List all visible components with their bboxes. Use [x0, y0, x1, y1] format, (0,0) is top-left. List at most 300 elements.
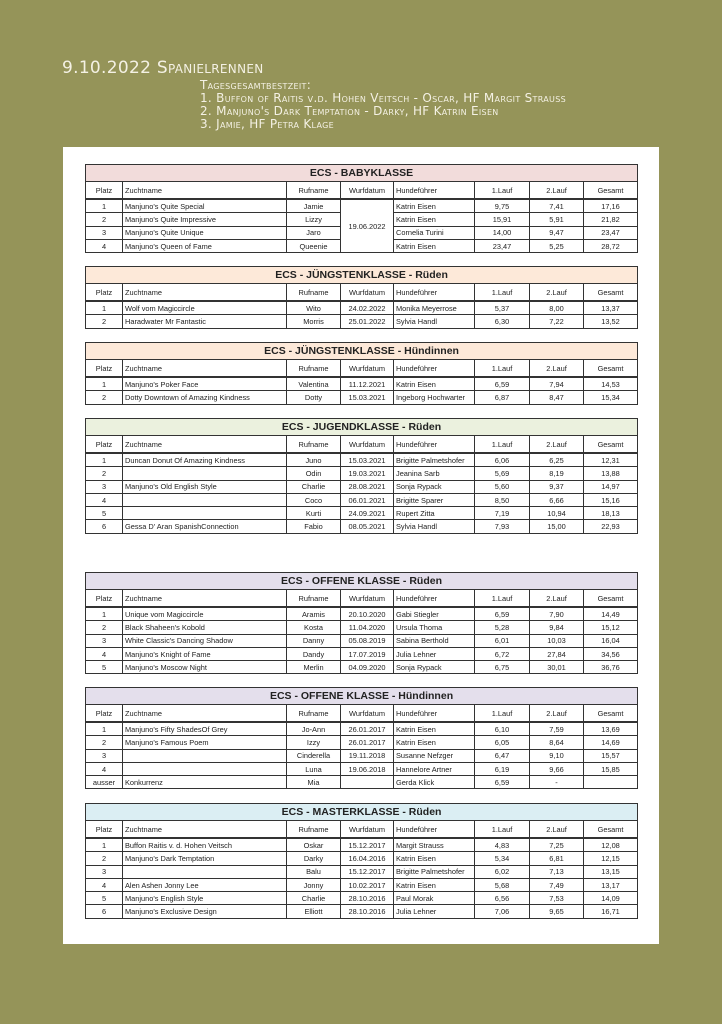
- cell-platz: 6: [86, 905, 123, 918]
- cell-lauf1: 6,10: [475, 722, 530, 736]
- column-header-lauf2: 2.Lauf: [530, 284, 584, 302]
- cell-gesamt: 15,85: [584, 762, 638, 775]
- cell-zuchtname: Manjuno's Moscow Night: [123, 661, 287, 674]
- table-row: [86, 607, 638, 621]
- cell-lauf2: 7,53: [530, 892, 584, 905]
- column-header-zuchtname: Zuchtname: [123, 284, 287, 302]
- column-header-gesamt: Gesamt: [584, 360, 638, 378]
- cell-zuchtname: Manjuno's Fifty ShadesOf Grey: [123, 722, 287, 736]
- cell-wurfdatum: 24.09.2021: [341, 507, 394, 520]
- table-row: [86, 377, 638, 391]
- column-header-gesamt: Gesamt: [584, 182, 638, 200]
- column-header-gesamt: Gesamt: [584, 284, 638, 302]
- cell-zuchtname: Buffon Raitis v. d. Hohen Veitsch: [123, 838, 287, 852]
- table-row: [86, 199, 638, 213]
- cell-wurfdatum: 04.09.2020: [341, 661, 394, 674]
- cell-hundefuehrer: Katrin Eisen: [394, 377, 475, 391]
- cell-platz: 4: [86, 878, 123, 891]
- results-table: [85, 342, 638, 405]
- cell-lauf1: 6,30: [475, 315, 530, 328]
- cell-zuchtname: Manjuno's Quite Unique: [123, 226, 287, 239]
- cell-hundefuehrer: Brigitte Palmetshofer: [394, 453, 475, 467]
- column-header-zuchtname: Zuchtname: [123, 182, 287, 200]
- cell-platz: 2: [86, 315, 123, 328]
- cell-wurfdatum: 15.12.2017: [341, 838, 394, 852]
- cell-lauf2: 27,84: [530, 647, 584, 660]
- cell-gesamt: 13,88: [584, 467, 638, 480]
- cell-rufname: Oskar: [287, 838, 341, 852]
- cell-rufname: Odin: [287, 467, 341, 480]
- cell-platz: 1: [86, 199, 123, 213]
- cell-lauf2: 7,59: [530, 722, 584, 736]
- table-title: ECS - JÜNGSTENKLASSE - Hündinnen: [86, 343, 638, 360]
- cell-hundefuehrer: Ursula Thoma: [394, 621, 475, 634]
- table-row: [86, 661, 638, 674]
- cell-wurfdatum: 06.01.2021: [341, 493, 394, 506]
- cell-zuchtname: Manjuno's Exclusive Design: [123, 905, 287, 918]
- table-row: [86, 749, 638, 762]
- cell-lauf2: 9,66: [530, 762, 584, 775]
- cell-zuchtname: Manjuno's Queen of Fame: [123, 239, 287, 252]
- table-row: [86, 480, 638, 493]
- table-row: [86, 520, 638, 533]
- cell-lauf1: 9,75: [475, 199, 530, 213]
- cell-hundefuehrer: Jeanina Sarb: [394, 467, 475, 480]
- cell-rufname: Jo-Ann: [287, 722, 341, 736]
- cell-lauf1: 6,47: [475, 749, 530, 762]
- cell-platz: 3: [86, 634, 123, 647]
- cell-gesamt: 15,34: [584, 391, 638, 404]
- column-header-rufname: Rufname: [287, 360, 341, 378]
- cell-platz: 2: [86, 852, 123, 865]
- column-header-wurfdatum: Wurfdatum: [341, 436, 394, 454]
- column-header-rufname: Rufname: [287, 705, 341, 723]
- cell-zuchtname: Duncan Donut Of Amazing Kindness: [123, 453, 287, 467]
- cell-zuchtname: Unique vom Magiccircle: [123, 607, 287, 621]
- table-title: ECS - OFFENE KLASSE - Rüden: [86, 573, 638, 590]
- results-table: [85, 803, 638, 919]
- cell-zuchtname: [123, 749, 287, 762]
- cell-lauf2: 8,00: [530, 301, 584, 315]
- column-header-rufname: Rufname: [287, 284, 341, 302]
- cell-hundefuehrer: Katrin Eisen: [394, 852, 475, 865]
- cell-zuchtname: Haradwater Mr Fantastic: [123, 315, 287, 328]
- cell-wurfdatum: 16.04.2016: [341, 852, 394, 865]
- cell-lauf2: 5,25: [530, 239, 584, 252]
- best-time-3: 3. Jamie, HF Petra Klage: [200, 117, 334, 131]
- column-header-platz: Platz: [86, 705, 123, 723]
- cell-gesamt: 15,16: [584, 493, 638, 506]
- cell-gesamt: 13,37: [584, 301, 638, 315]
- cell-wurfdatum: 28.10.2016: [341, 892, 394, 905]
- cell-gesamt: 12,31: [584, 453, 638, 467]
- cell-hundefuehrer: Rupert Zitta: [394, 507, 475, 520]
- table-title: ECS - BABYKLASSE: [86, 165, 638, 182]
- cell-hundefuehrer: Katrin Eisen: [394, 213, 475, 226]
- cell-rufname: Elliott: [287, 905, 341, 918]
- cell-wurfdatum: 15.03.2021: [341, 391, 394, 404]
- cell-lauf1: 6,02: [475, 865, 530, 878]
- column-header-rufname: Rufname: [287, 821, 341, 839]
- cell-hundefuehrer: Sylvia Handl: [394, 520, 475, 533]
- column-header-lauf1: 1.Lauf: [475, 705, 530, 723]
- cell-gesamt: 13,17: [584, 878, 638, 891]
- cell-zuchtname: Dotty Downtown of Amazing Kindness: [123, 391, 287, 404]
- cell-platz: 4: [86, 493, 123, 506]
- column-header-wurfdatum: Wurfdatum: [341, 284, 394, 302]
- cell-gesamt: 13,52: [584, 315, 638, 328]
- cell-gesamt: 18,13: [584, 507, 638, 520]
- cell-rufname: Balu: [287, 865, 341, 878]
- cell-hundefuehrer: Paul Morak: [394, 892, 475, 905]
- cell-lauf1: 6,72: [475, 647, 530, 660]
- cell-gesamt: 22,93: [584, 520, 638, 533]
- cell-lauf1: 5,28: [475, 621, 530, 634]
- cell-hundefuehrer: Katrin Eisen: [394, 199, 475, 213]
- cell-lauf2: 9,65: [530, 905, 584, 918]
- cell-lauf1: 5,68: [475, 878, 530, 891]
- cell-hundefuehrer: Gabi Stiegler: [394, 607, 475, 621]
- cell-platz: ausser: [86, 776, 123, 789]
- cell-hundefuehrer: Cornelia Turini: [394, 226, 475, 239]
- cell-lauf2: 7,49: [530, 878, 584, 891]
- cell-gesamt: 13,15: [584, 865, 638, 878]
- cell-lauf2: 7,90: [530, 607, 584, 621]
- column-header-wurfdatum: Wurfdatum: [341, 182, 394, 200]
- cell-platz: 1: [86, 301, 123, 315]
- cell-rufname: Dandy: [287, 647, 341, 660]
- cell-zuchtname: Wolf vom Magiccircle: [123, 301, 287, 315]
- table-row: [86, 621, 638, 634]
- column-header-hundefuehrer: Hundeführer: [394, 705, 475, 723]
- cell-wurfdatum: 19.03.2021: [341, 467, 394, 480]
- table-row: [86, 722, 638, 736]
- column-header-lauf2: 2.Lauf: [530, 590, 584, 608]
- cell-lauf2: 8,64: [530, 736, 584, 749]
- cell-lauf2: 8,19: [530, 467, 584, 480]
- cell-lauf2: 5,91: [530, 213, 584, 226]
- cell-hundefuehrer: Julia Lehner: [394, 905, 475, 918]
- table-row: [86, 736, 638, 749]
- cell-lauf1: 23,47: [475, 239, 530, 252]
- cell-gesamt: 16,04: [584, 634, 638, 647]
- best-times-heading: Tagesgesamtbestzeit:: [200, 78, 312, 92]
- cell-lauf2: 7,13: [530, 865, 584, 878]
- cell-rufname: Jonny: [287, 878, 341, 891]
- cell-lauf1: 5,60: [475, 480, 530, 493]
- cell-zuchtname: Konkurrenz: [123, 776, 287, 789]
- results-table: [85, 266, 638, 329]
- column-header-zuchtname: Zuchtname: [123, 360, 287, 378]
- cell-gesamt: 14,53: [584, 377, 638, 391]
- column-header-gesamt: Gesamt: [584, 590, 638, 608]
- column-header-lauf1: 1.Lauf: [475, 436, 530, 454]
- column-header-lauf2: 2.Lauf: [530, 705, 584, 723]
- cell-platz: 4: [86, 239, 123, 252]
- cell-rufname: Queenie: [287, 239, 341, 252]
- cell-gesamt: 34,56: [584, 647, 638, 660]
- cell-lauf2: 7,41: [530, 199, 584, 213]
- column-header-lauf1: 1.Lauf: [475, 182, 530, 200]
- cell-lauf2: 6,25: [530, 453, 584, 467]
- cell-wurfdatum: 26.01.2017: [341, 722, 394, 736]
- cell-lauf1: 6,59: [475, 377, 530, 391]
- cell-wurfdatum: 19.06.2022: [341, 199, 394, 253]
- cell-lauf2: 6,81: [530, 852, 584, 865]
- page-title: 9.10.2022 Spanielrennen: [62, 58, 264, 78]
- cell-platz: 3: [86, 480, 123, 493]
- cell-zuchtname: White Classic's Dancing Shadow: [123, 634, 287, 647]
- cell-rufname: Charlie: [287, 892, 341, 905]
- column-header-wurfdatum: Wurfdatum: [341, 590, 394, 608]
- column-header-zuchtname: Zuchtname: [123, 590, 287, 608]
- cell-lauf1: 7,19: [475, 507, 530, 520]
- results-table: [85, 418, 638, 534]
- daily-best-times: [200, 79, 566, 131]
- cell-lauf2: 9,10: [530, 749, 584, 762]
- cell-platz: 5: [86, 661, 123, 674]
- cell-rufname: Dotty: [287, 391, 341, 404]
- cell-lauf2: 6,66: [530, 493, 584, 506]
- results-table: [85, 572, 638, 674]
- cell-lauf1: 6,59: [475, 607, 530, 621]
- column-header-lauf1: 1.Lauf: [475, 360, 530, 378]
- cell-rufname: Kosta: [287, 621, 341, 634]
- cell-gesamt: 15,12: [584, 621, 638, 634]
- cell-platz: 6: [86, 520, 123, 533]
- cell-wurfdatum: 28.10.2016: [341, 905, 394, 918]
- table-row: [86, 776, 638, 789]
- cell-wurfdatum: 17.07.2019: [341, 647, 394, 660]
- column-header-rufname: Rufname: [287, 436, 341, 454]
- cell-hundefuehrer: Hannelore Artner: [394, 762, 475, 775]
- cell-rufname: Jaro: [287, 226, 341, 239]
- cell-gesamt: 17,16: [584, 199, 638, 213]
- cell-platz: 4: [86, 647, 123, 660]
- cell-zuchtname: Manjuno's Old English Style: [123, 480, 287, 493]
- cell-platz: 2: [86, 391, 123, 404]
- column-header-platz: Platz: [86, 590, 123, 608]
- cell-zuchtname: [123, 762, 287, 775]
- cell-lauf2: -: [530, 776, 584, 789]
- cell-lauf2: 9,84: [530, 621, 584, 634]
- column-header-lauf2: 2.Lauf: [530, 182, 584, 200]
- cell-lauf1: 6,06: [475, 453, 530, 467]
- cell-hundefuehrer: Monika Meyerrose: [394, 301, 475, 315]
- cell-lauf1: 6,87: [475, 391, 530, 404]
- cell-platz: 3: [86, 749, 123, 762]
- cell-platz: 2: [86, 736, 123, 749]
- table-row: [86, 647, 638, 660]
- cell-gesamt: 14,49: [584, 607, 638, 621]
- cell-hundefuehrer: Sabina Berthold: [394, 634, 475, 647]
- cell-wurfdatum: 05.08.2019: [341, 634, 394, 647]
- cell-gesamt: 12,15: [584, 852, 638, 865]
- cell-rufname: Morris: [287, 315, 341, 328]
- cell-wurfdatum: 28.08.2021: [341, 480, 394, 493]
- cell-lauf1: 6,05: [475, 736, 530, 749]
- cell-platz: 3: [86, 226, 123, 239]
- cell-rufname: Valentina: [287, 377, 341, 391]
- column-header-lauf1: 1.Lauf: [475, 821, 530, 839]
- cell-lauf1: 5,37: [475, 301, 530, 315]
- table-row: [86, 493, 638, 506]
- column-header-zuchtname: Zuchtname: [123, 705, 287, 723]
- cell-zuchtname: Gessa D' Aran SpanishConnection: [123, 520, 287, 533]
- cell-gesamt: 36,76: [584, 661, 638, 674]
- cell-zuchtname: [123, 865, 287, 878]
- column-header-platz: Platz: [86, 284, 123, 302]
- cell-wurfdatum: 15.03.2021: [341, 453, 394, 467]
- column-header-platz: Platz: [86, 360, 123, 378]
- cell-zuchtname: Alen Ashen Jonny Lee: [123, 878, 287, 891]
- cell-platz: 2: [86, 621, 123, 634]
- results-table: [85, 687, 638, 789]
- cell-hundefuehrer: Susanne Nefzger: [394, 749, 475, 762]
- cell-lauf1: 5,34: [475, 852, 530, 865]
- column-header-platz: Platz: [86, 821, 123, 839]
- cell-gesamt: 14,97: [584, 480, 638, 493]
- best-time-1: 1. Buffon of Raitis v.d. Hohen Veitsch - Oscar, HF Margit Strauss: [200, 91, 566, 105]
- cell-hundefuehrer: Ingeborg Hochwarter: [394, 391, 475, 404]
- cell-zuchtname: Manjuno's Dark Temptation: [123, 852, 287, 865]
- cell-lauf1: 15,91: [475, 213, 530, 226]
- cell-wurfdatum: 20.10.2020: [341, 607, 394, 621]
- table-row: [86, 467, 638, 480]
- cell-wurfdatum: 15.12.2017: [341, 865, 394, 878]
- column-header-platz: Platz: [86, 436, 123, 454]
- column-header-hundefuehrer: Hundeführer: [394, 284, 475, 302]
- cell-hundefuehrer: Gerda Klick: [394, 776, 475, 789]
- cell-rufname: Aramis: [287, 607, 341, 621]
- cell-wurfdatum: 25.01.2022: [341, 315, 394, 328]
- cell-hundefuehrer: Katrin Eisen: [394, 239, 475, 252]
- cell-gesamt: 15,57: [584, 749, 638, 762]
- cell-lauf2: 15,00: [530, 520, 584, 533]
- cell-hundefuehrer: Sylvia Handl: [394, 315, 475, 328]
- cell-lauf1: 7,06: [475, 905, 530, 918]
- table-row: [86, 507, 638, 520]
- column-header-zuchtname: Zuchtname: [123, 436, 287, 454]
- cell-platz: 2: [86, 467, 123, 480]
- cell-platz: 5: [86, 892, 123, 905]
- cell-lauf1: 5,69: [475, 467, 530, 480]
- table-row: [86, 762, 638, 775]
- cell-wurfdatum: 26.01.2017: [341, 736, 394, 749]
- column-header-lauf2: 2.Lauf: [530, 821, 584, 839]
- cell-zuchtname: Manjuno's Quite Impressive: [123, 213, 287, 226]
- cell-zuchtname: Manjuno's Famous Poem: [123, 736, 287, 749]
- cell-gesamt: 16,71: [584, 905, 638, 918]
- cell-rufname: Coco: [287, 493, 341, 506]
- cell-lauf1: 6,01: [475, 634, 530, 647]
- cell-gesamt: 14,69: [584, 736, 638, 749]
- column-header-hundefuehrer: Hundeführer: [394, 590, 475, 608]
- cell-rufname: Luna: [287, 762, 341, 775]
- cell-gesamt: 23,47: [584, 226, 638, 239]
- cell-rufname: Wito: [287, 301, 341, 315]
- cell-lauf2: 7,25: [530, 838, 584, 852]
- cell-lauf1: 6,59: [475, 776, 530, 789]
- cell-rufname: Charlie: [287, 480, 341, 493]
- table-row: [86, 865, 638, 878]
- cell-lauf1: 6,75: [475, 661, 530, 674]
- cell-wurfdatum: 10.02.2017: [341, 878, 394, 891]
- cell-hundefuehrer: Margit Strauss: [394, 838, 475, 852]
- cell-zuchtname: Black Shaheen's Kobold: [123, 621, 287, 634]
- cell-rufname: Kurti: [287, 507, 341, 520]
- table-row: [86, 838, 638, 852]
- cell-rufname: Danny: [287, 634, 341, 647]
- cell-platz: 1: [86, 722, 123, 736]
- cell-rufname: Fabio: [287, 520, 341, 533]
- cell-gesamt: 28,72: [584, 239, 638, 252]
- column-header-wurfdatum: Wurfdatum: [341, 705, 394, 723]
- best-time-2: 2. Manjuno's Dark Temptation - Darky, HF Katrin Eisen: [200, 104, 499, 118]
- cell-wurfdatum: 08.05.2021: [341, 520, 394, 533]
- cell-zuchtname: [123, 467, 287, 480]
- cell-lauf1: 6,56: [475, 892, 530, 905]
- table-row: [86, 892, 638, 905]
- cell-hundefuehrer: Julia Lehner: [394, 647, 475, 660]
- table-title: ECS - MASTERKLASSE - Rüden: [86, 804, 638, 821]
- cell-wurfdatum: 11.04.2020: [341, 621, 394, 634]
- cell-wurfdatum: [341, 776, 394, 789]
- results-table: [85, 164, 638, 253]
- table-row: [86, 391, 638, 404]
- column-header-hundefuehrer: Hundeführer: [394, 821, 475, 839]
- cell-hundefuehrer: Sonja Rypack: [394, 480, 475, 493]
- cell-rufname: Izzy: [287, 736, 341, 749]
- cell-lauf2: 8,47: [530, 391, 584, 404]
- cell-hundefuehrer: Katrin Eisen: [394, 722, 475, 736]
- table-row: [86, 301, 638, 315]
- column-header-hundefuehrer: Hundeführer: [394, 182, 475, 200]
- column-header-zuchtname: Zuchtname: [123, 821, 287, 839]
- cell-platz: 3: [86, 865, 123, 878]
- column-header-gesamt: Gesamt: [584, 821, 638, 839]
- table-title: ECS - JUGENDKLASSE - Rüden: [86, 419, 638, 436]
- cell-platz: 1: [86, 607, 123, 621]
- column-header-hundefuehrer: Hundeführer: [394, 360, 475, 378]
- table-row: [86, 315, 638, 328]
- cell-rufname: Cinderella: [287, 749, 341, 762]
- cell-gesamt: 21,82: [584, 213, 638, 226]
- cell-rufname: Darky: [287, 852, 341, 865]
- column-header-gesamt: Gesamt: [584, 436, 638, 454]
- column-header-lauf1: 1.Lauf: [475, 590, 530, 608]
- column-header-lauf2: 2.Lauf: [530, 436, 584, 454]
- cell-gesamt: 14,09: [584, 892, 638, 905]
- cell-lauf1: 4,83: [475, 838, 530, 852]
- cell-zuchtname: Manjuno's Poker Face: [123, 377, 287, 391]
- cell-gesamt: 12,08: [584, 838, 638, 852]
- cell-lauf2: 9,47: [530, 226, 584, 239]
- cell-platz: 1: [86, 838, 123, 852]
- cell-hundefuehrer: Katrin Eisen: [394, 736, 475, 749]
- cell-hundefuehrer: Sonja Rypack: [394, 661, 475, 674]
- cell-lauf2: 10,03: [530, 634, 584, 647]
- cell-zuchtname: [123, 493, 287, 506]
- table-row: [86, 634, 638, 647]
- column-header-wurfdatum: Wurfdatum: [341, 360, 394, 378]
- cell-lauf1: 7,93: [475, 520, 530, 533]
- cell-gesamt: [584, 776, 638, 789]
- table-row: [86, 905, 638, 918]
- cell-lauf2: 9,37: [530, 480, 584, 493]
- cell-rufname: Merlin: [287, 661, 341, 674]
- table-row: [86, 453, 638, 467]
